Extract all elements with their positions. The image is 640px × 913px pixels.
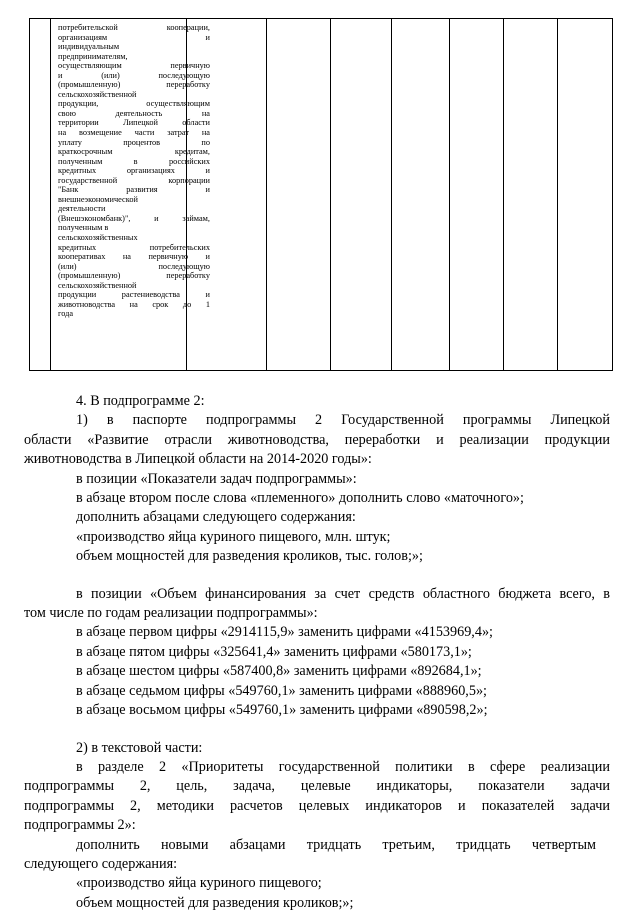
table-cell-line: полученным в	[58, 223, 109, 233]
paragraph: подпрограммы 2, методики расчетов целевых индикаторов и показателей задачи	[24, 797, 610, 814]
table-cell-line: внешнеэкономической	[58, 194, 138, 204]
table-cell-line: индивидуальным	[58, 42, 120, 52]
paragraph: подпрограммы 2»:	[24, 817, 136, 834]
paragraph: следующего содержания:	[24, 855, 178, 872]
table-cell-line: территории Липецкой области	[58, 118, 210, 128]
table-cell-line: продукции растениеводства и	[58, 290, 210, 300]
table-cell-measure-description	[58, 23, 210, 319]
paragraph: в абзаце втором после слова «племенного» дополнить слово «маточного»;	[76, 490, 524, 507]
table-cell-line: кооперативах на первичную и	[58, 252, 210, 262]
table-cell-line: предпринимателям,	[58, 51, 128, 61]
table-cell-line: деятельности	[58, 204, 106, 214]
table-col-divider	[503, 19, 504, 370]
table-cell-line: животноводства на срок до 1	[58, 299, 210, 309]
paragraph: объем мощностей для разведения кроликов, тыс. голов;»;	[76, 548, 423, 565]
table-cell-line: свою деятельность на	[58, 108, 210, 118]
table-cell-line: (или) последующую	[58, 261, 210, 271]
table-cell-line: и (или) последующую	[58, 70, 210, 80]
paragraph: в абзаце первом цифры «2914115,9» заменить цифрами «4153969,4»;	[76, 624, 493, 641]
table-cell-line: сельскохозяйственной	[58, 280, 137, 290]
table-cell-line: уплату процентов по	[58, 137, 210, 147]
paragraph: дополнить абзацами следующего содержания:	[76, 509, 356, 526]
paragraph: в позиции «Объем финансирования за счет средств областного бюджета всего, в	[76, 585, 610, 602]
table-cell-line: государственной корпорации	[58, 175, 210, 185]
paragraph: «производство яйца куриного пищевого;	[76, 875, 322, 892]
paragraph: области «Развитие отрасли животноводства, переработки и реализации продукции	[24, 431, 610, 448]
table-cell-line: сельскохозяйственной	[58, 89, 137, 99]
table-cell-line: (Внешэкономбанк)", и займам,	[58, 213, 210, 223]
table-cell-line: сельскохозяйственных	[58, 233, 138, 243]
table-cell-line: продукции, осуществляющим	[58, 99, 210, 109]
paragraph: «производство яйца куриного пищевого, млн. штук;	[76, 528, 391, 545]
paragraph: в абзаце восьмом цифры «549760,1» заменить цифрами «890598,2»;	[76, 702, 488, 719]
paragraph: дополнить новыми абзацами тридцать третьим, тридцать четвертым	[76, 836, 596, 853]
table-col-divider	[330, 19, 331, 370]
paragraph: в разделе 2 «Приоритеты государственной политики в сфере реализации	[76, 758, 610, 775]
table-cell-line: (промышленную) переработку	[58, 271, 210, 281]
document-body	[24, 392, 610, 913]
table-cell-line: кредитных потребительских	[58, 242, 210, 252]
paragraph: том числе по годам реализации подпрограммы»:	[24, 605, 318, 622]
table-cell-line: краткосрочным кредитам,	[58, 147, 210, 157]
table-col-divider	[557, 19, 558, 370]
table-col-divider	[50, 19, 51, 370]
table-cell-line: (промышленную) переработку	[58, 80, 210, 90]
paragraph: 2) в текстовой части:	[76, 739, 203, 756]
paragraph: подпрограммы 2, цель, задача, целевые индикаторы, показатели задачи	[24, 778, 610, 795]
table-cell-line: на возмещение части затрат на	[58, 128, 210, 138]
table-cell-line: полученным в российских	[58, 156, 210, 166]
paragraph: 4. В подпрограмме 2:	[76, 393, 205, 409]
table-col-divider	[391, 19, 392, 370]
table-cell-line: "Банк развития и	[58, 185, 210, 195]
table-fragment	[29, 18, 613, 371]
table-cell-line: кредитных организациях и	[58, 166, 210, 176]
paragraph: в абзаце седьмом цифры «549760,1» заменить цифрами «888960,5»;	[76, 682, 487, 699]
paragraph: в абзаце пятом цифры «325641,4» заменить цифрами «580173,1»;	[76, 643, 472, 660]
table-col-divider	[266, 19, 267, 370]
table-cell-line: года	[58, 309, 74, 319]
paragraph: в абзаце шестом цифры «587400,8» заменить цифрами «892684,1»;	[76, 663, 482, 680]
paragraph: в позиции «Показатели задач подпрограммы»:	[76, 470, 357, 487]
table-cell-line: организациям и	[58, 32, 210, 42]
paragraph: объем мощностей для разведения кроликов;»;	[76, 894, 354, 911]
table-cell-line: осуществляющим первичную	[58, 61, 210, 71]
table-cell-line: потребительской кооперации,	[58, 23, 210, 32]
paragraph: животноводства в Липецкой области на 2014-2020 годы»:	[24, 451, 372, 468]
table-col-divider	[449, 19, 450, 370]
paragraph: 1) в паспорте подпрограммы 2 Государственной программы Липецкой	[76, 412, 610, 429]
